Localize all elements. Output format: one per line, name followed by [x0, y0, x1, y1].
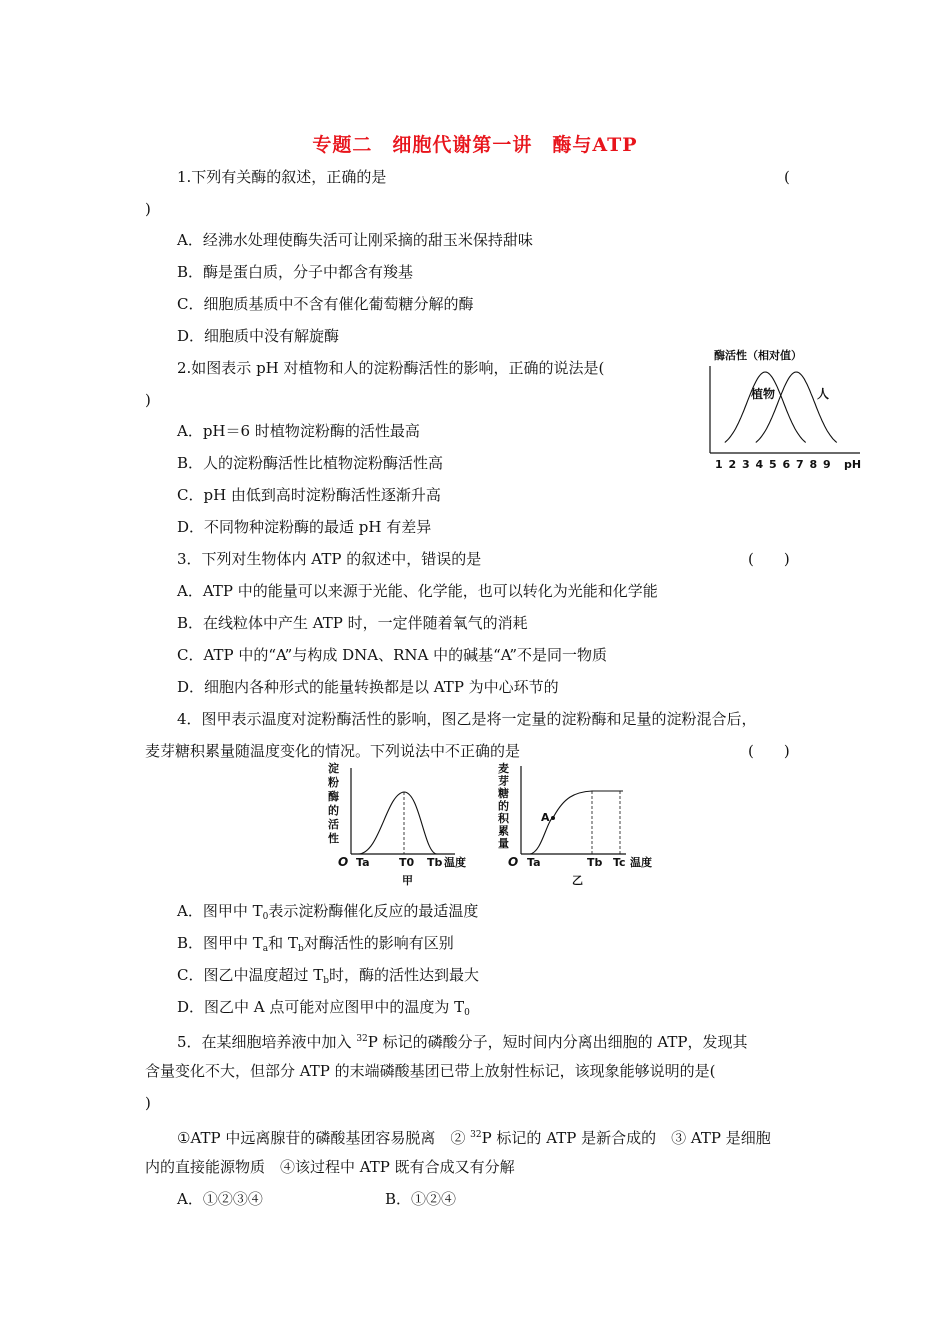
ylabel-char: 糖 — [498, 787, 509, 800]
q1-option-d: D．细胞质中没有解旋酶 — [177, 327, 340, 345]
ylabel-char: 的 — [328, 804, 339, 817]
yi-xlabel: 温度 — [630, 856, 652, 869]
yi-point-a — [551, 816, 555, 820]
yi-ylabel — [498, 761, 510, 850]
q2-chart-xlabel: pH — [844, 458, 862, 471]
q5-statements-line1: ①ATP 中远离腺苷的磷酸基团容易脱离 ② $^{32}$P 标记的 ATP 是新合成的 ③ ATP 是细胞 — [177, 1129, 771, 1147]
ylabel-char: 累 — [498, 824, 509, 838]
q2-x-tick: 4 — [755, 458, 764, 471]
jia-caption: 甲 — [402, 874, 413, 887]
q2-x-tick: 8 — [809, 458, 818, 471]
yi-tick-tc: Tc — [613, 856, 626, 869]
q2-x-tick: 5 — [769, 458, 777, 471]
q2-x-tick: 7 — [796, 458, 804, 471]
figure-jia — [320, 760, 480, 890]
q2-x-ticks — [715, 458, 831, 471]
q2-option-d: D．不同物种淀粉酶的最适 pH 有差异 — [177, 518, 432, 536]
q2-x-tick: 9 — [823, 458, 831, 471]
jia-tick-t0: T0 — [399, 856, 415, 869]
jia-origin: O — [338, 855, 349, 869]
yi-origin: O — [508, 855, 519, 869]
ylabel-char: 量 — [498, 837, 509, 850]
q2-option-a: A．pH＝6 时植物淀粉酶的活性最高 — [177, 422, 420, 440]
q1-option-b: B．酶是蛋白质，分子中都含有羧基 — [177, 263, 414, 281]
ylabel-char: 酶 — [328, 790, 339, 803]
q5-stem-line1: 5．在某细胞培养液中加入 $^{32}$P 标记的磷酸分子，短时间内分离出细胞的 ATP，发现其 — [177, 1033, 748, 1051]
q5-paren-close: ) — [145, 1094, 151, 1112]
q3-option-c: C．ATP 中的“A”与构成 DNA、RNA 中的碱基“A”不是同一物质 — [177, 646, 608, 664]
q5-statements-line2: 内的直接能源物质 ④该过程中 ATP 既有合成又有分解 — [145, 1158, 515, 1176]
ylabel-char: 粉 — [328, 776, 339, 789]
q2-option-b: B．人的淀粉酶活性比植物淀粉酶活性高 — [177, 454, 444, 472]
jia-curve — [358, 792, 437, 854]
q1-paren-open: ( — [784, 168, 790, 186]
q3-option-d: D．细胞内各种形式的能量转换都是以 ATP 为中心环节的 — [177, 678, 559, 696]
q1-stem: 1.下列有关酶的叙述，正确的是 — [177, 168, 387, 186]
jia-ylabel — [327, 761, 339, 845]
yi-point-label: A — [541, 811, 550, 824]
q5-stem-line2: 含量变化不大，但部分 ATP 的末端磷酸基团已带上放射性标记，该现象能够说明的是( — [145, 1062, 716, 1080]
q4-option-c: C．图乙中温度超过 $T_b$时，酶的活性达到最大 — [177, 966, 480, 986]
q3-stem: 3．下列对生物体内 ATP 的叙述中，错误的是 — [177, 550, 482, 568]
q1-option-a: A．经沸水处理使酶失活可让刚采摘的甜玉米保持甜味 — [177, 231, 533, 249]
q2-series-label-human: 人 — [817, 387, 830, 401]
q4-option-b: B．图甲中 $T_a$和 $T_b$对酶活性的影响有区别 — [177, 934, 454, 954]
q2-x-tick: 3 — [742, 458, 750, 471]
figure-yi — [496, 760, 666, 890]
q4-stem-line1: 4．图甲表示温度对淀粉酶活性的影响，图乙是将一定量的淀粉酶和足量的淀粉混合后， — [177, 710, 757, 728]
ph-enzyme-chart — [700, 344, 870, 474]
jia-tick-ta: Ta — [356, 856, 370, 869]
q2-x-tick: 6 — [782, 458, 791, 471]
q2-stem: 2.如图表示 pH 对植物和人的淀粉酶活性的影响，正确的说法是( — [177, 359, 605, 377]
q4-option-d: D．图乙中 A 点可能对应图甲中的温度为 $T_0$ — [177, 998, 470, 1018]
q4-stem-line2: 麦芽糖积累量随温度变化的情况。下列说法中不正确的是 — [145, 742, 521, 760]
page-title: 专题二 细胞代谢第一讲 酶与ATP — [312, 134, 638, 156]
yi-tick-ta: Ta — [527, 856, 541, 869]
ylabel-char: 芽 — [498, 774, 509, 788]
q2-option-c: C．pH 由低到高时淀粉酶活性逐渐升高 — [177, 486, 441, 504]
q1-paren-close: ) — [145, 200, 151, 218]
jia-xlabel: 温度 — [444, 856, 466, 869]
q2-chart-ylabel: 酶活性（相对值） — [714, 349, 802, 362]
q2-paren-close: ) — [145, 391, 151, 409]
q4-option-a: A．图甲中 $T_0$表示淀粉酶催化反应的最适温度 — [177, 902, 479, 922]
q5-option-b: B．①②④ — [385, 1190, 457, 1208]
ylabel-char: 活 — [328, 818, 339, 831]
jia-tick-tb: Tb — [427, 856, 443, 869]
q2-x-tick: 1 — [715, 458, 723, 471]
yi-tick-tb: Tb — [587, 856, 603, 869]
q1-option-c: C．细胞质基质中不含有催化葡萄糖分解的酶 — [177, 295, 474, 313]
q4-paren: ( ) — [748, 742, 790, 760]
q3-option-b: B．在线粒体中产生 ATP 时，一定伴随着氧气的消耗 — [177, 614, 528, 632]
ylabel-char: 积 — [498, 812, 509, 825]
q3-option-a: A．ATP 中的能量可以来源于光能、化学能，也可以转化为光能和化学能 — [177, 582, 658, 600]
ylabel-char: 的 — [498, 799, 509, 813]
ylabel-char: 淀 — [328, 762, 339, 775]
yi-caption: 乙 — [572, 874, 583, 887]
q2-x-tick: 2 — [728, 458, 737, 471]
ylabel-char: 性 — [328, 832, 339, 845]
q2-series-label-plant: 植物 — [751, 387, 776, 401]
q3-paren: ( ) — [748, 550, 790, 568]
q5-option-a: A．①②③④ — [177, 1190, 263, 1208]
ylabel-char: 麦 — [498, 762, 509, 775]
